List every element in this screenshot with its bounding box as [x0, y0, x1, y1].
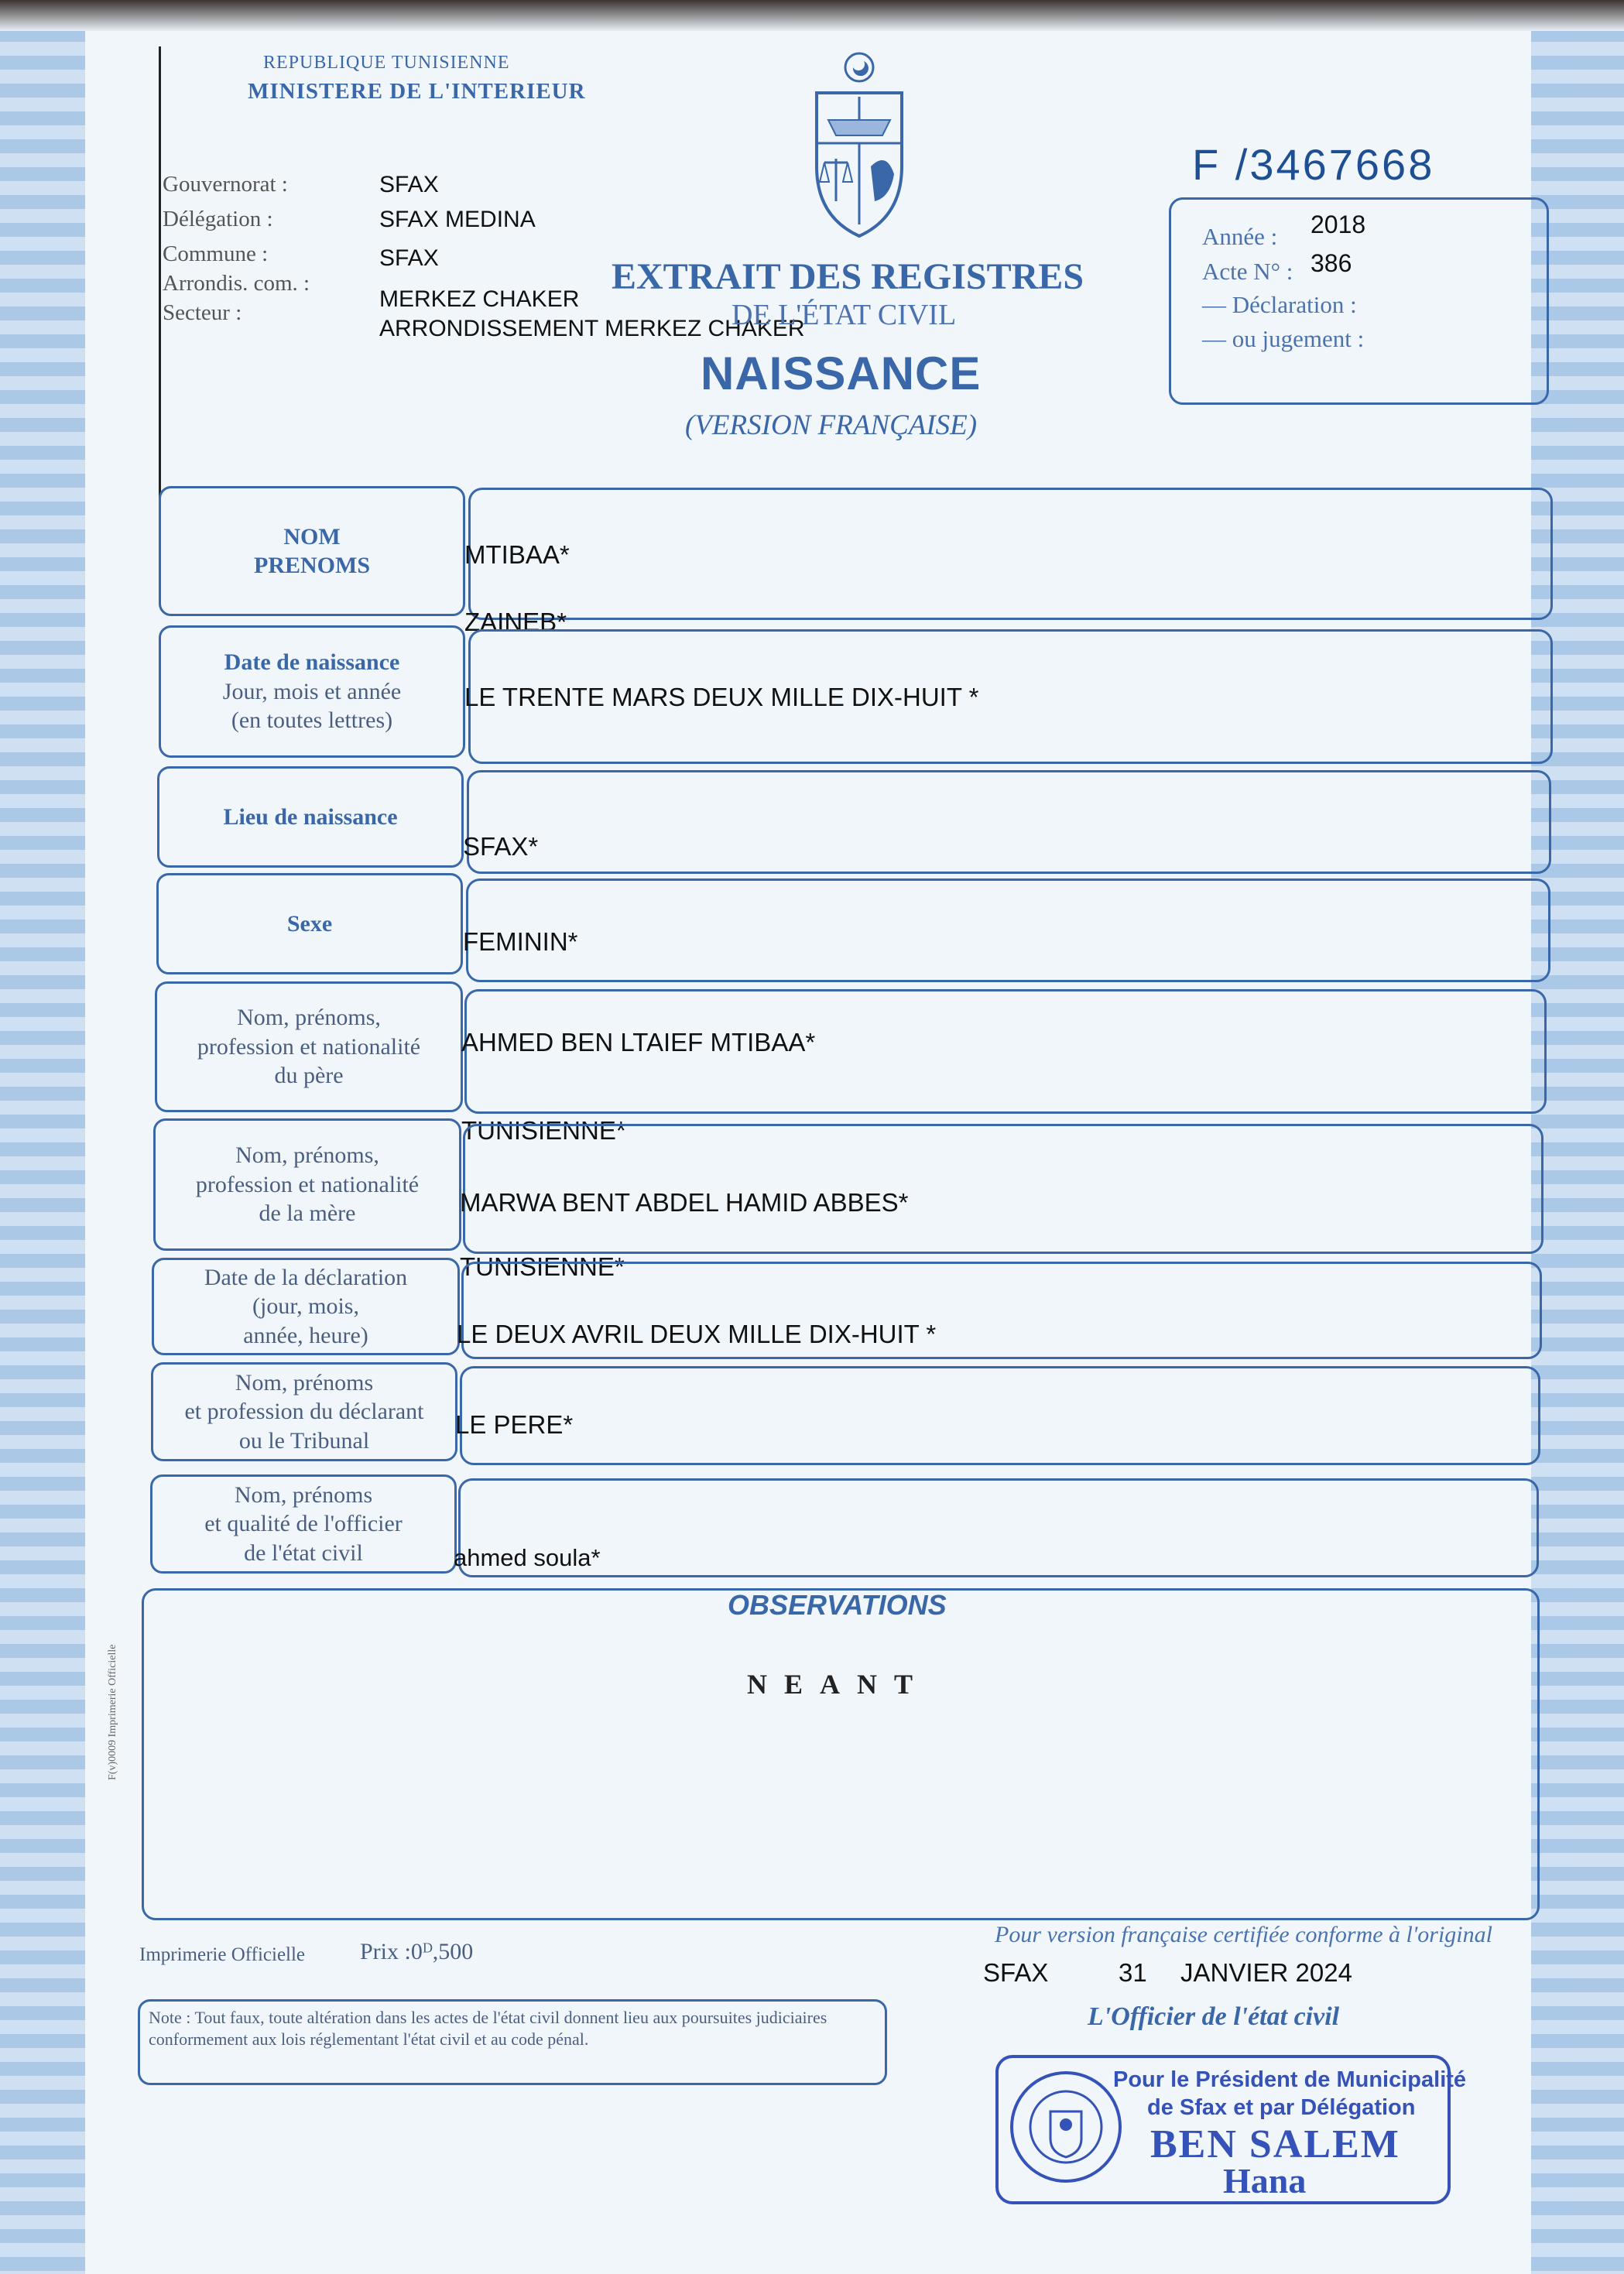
sexe-box — [466, 878, 1550, 982]
annee-label: Année : — [1202, 223, 1278, 250]
mere-label — [153, 1118, 461, 1251]
printer-code: F(v)0009 Imprimerie Officielle — [107, 1644, 118, 1780]
pere-label-1: Nom, prénoms, — [237, 1005, 381, 1031]
declaration-label-1: Date de la déclaration — [204, 1264, 408, 1290]
margin-rule — [159, 46, 161, 526]
nom-label: NOM — [283, 523, 341, 550]
imprimerie-label: Imprimerie Officielle — [139, 1944, 306, 1965]
lieu-naissance-title: Lieu de naissance — [223, 803, 398, 830]
officier-label-3: de l'état civil — [244, 1539, 363, 1566]
republic-heading: REPUBLIQUE TUNISIENNE — [263, 53, 510, 73]
municipal-seal-icon — [1008, 2069, 1124, 2185]
prenom-value: ZAINEB* — [464, 608, 567, 636]
declarant-label — [151, 1362, 457, 1461]
price: Prix :0ᴰ,500 — [360, 1939, 474, 1964]
date-naissance-sub2: (en toutes lettres) — [231, 707, 393, 734]
annee-value: 2018 — [1311, 211, 1366, 238]
nom-prenoms-box — [468, 488, 1553, 620]
pere-value: AHMED BEN LTAIEF MTIBAA* — [461, 1028, 816, 1057]
lieu-naissance-label — [157, 766, 464, 868]
sexe-value: FEMININ* — [463, 927, 578, 956]
stamp-first-name: Hana — [1223, 2161, 1307, 2200]
observations-title: OBSERVATIONS — [728, 1589, 947, 1621]
officier-signature-label: L'Officier de l'état civil — [1088, 2002, 1340, 2031]
pere-nationality: TUNISIENNE* — [461, 1116, 626, 1145]
officier-value: ahmed soula* — [454, 1544, 601, 1571]
declarant-label-1: Nom, prénoms — [235, 1369, 374, 1396]
delegation-value: SFAX MEDINA — [379, 207, 536, 232]
officier-label-1: Nom, prénoms — [234, 1481, 373, 1508]
stamp-line-1: Pour le Président de Municipalité — [1113, 2067, 1467, 2092]
secteur-label: Secteur : — [163, 300, 242, 325]
issue-month-year: JANVIER 2024 — [1180, 1958, 1352, 1987]
prenoms-label: PRENOMS — [254, 553, 370, 578]
mere-value: MARWA BENT ABDEL HAMID ABBES* — [460, 1188, 909, 1217]
acte-box — [1169, 197, 1549, 405]
declarant-box — [460, 1366, 1540, 1465]
declarant-value: LE PERE* — [455, 1410, 574, 1439]
nom-value: MTIBAA* — [464, 540, 570, 569]
issue-city: SFAX — [983, 1958, 1049, 1987]
nom-prenoms-label — [159, 486, 465, 616]
declaration-label: — Déclaration : — [1202, 291, 1357, 318]
declaration-label-3: année, heure) — [243, 1322, 368, 1348]
commune-label: Commune : — [163, 241, 269, 266]
mere-label-2: profession et nationalité — [195, 1171, 420, 1197]
declaration-label-2: (jour, mois, — [252, 1293, 359, 1320]
lieu-naissance-box — [467, 770, 1551, 874]
official-stamp — [995, 2055, 1467, 2204]
mere-nationality: TUNISIENNE* — [460, 1252, 625, 1281]
lieu-naissance-value: SFAX* — [463, 832, 539, 861]
officier-label — [150, 1474, 457, 1574]
ministry-heading: MINISTERE DE L'INTERIEUR — [248, 79, 586, 104]
pere-label-3: du père — [274, 1063, 344, 1089]
commune-value: SFAX — [379, 245, 439, 271]
certification-text: Pour version française certifiée conforme à l'original — [995, 1922, 1492, 1947]
arrondis-label: Arrondis. com. : — [163, 271, 310, 296]
date-naissance-sub1: Jour, mois et année — [222, 678, 402, 704]
gouvernorat-label: Gouvernorat : — [163, 172, 288, 197]
sexe-label — [156, 873, 463, 974]
document-reference: F /3467668 — [1192, 140, 1435, 189]
top-shadow — [0, 0, 1624, 31]
issue-day: 31 — [1119, 1958, 1147, 1987]
date-naissance-value: LE TRENTE MARS DEUX MILLE DIX-HUIT * — [464, 683, 979, 711]
left-guilloche-border — [0, 0, 85, 2274]
pere-label-2: profession et nationalité — [197, 1033, 421, 1060]
title-naissance: NAISSANCE — [701, 348, 982, 399]
observations-text: NEANT — [747, 1669, 930, 1700]
officier-label-2: et qualité de l'officier — [204, 1511, 403, 1537]
declaration-date-label — [152, 1258, 460, 1355]
jugement-label: — ou jugement : — [1202, 325, 1365, 352]
note-text: Note : Tout faux, toute altération dans les actes de l'état civil donnent lieu aux poursuites judiciaires conformement aux lois réglementant l'état civil et au code pénal. — [149, 2008, 827, 2049]
title-version: (VERSION FRANÇAISE) — [685, 409, 978, 441]
mere-label-3: de la mère — [259, 1200, 356, 1227]
stamp-line-2: de Sfax et par Délégation — [1147, 2095, 1416, 2120]
acte-number-value: 386 — [1311, 249, 1352, 277]
declaration-date-value: LE DEUX AVRIL DEUX MILLE DIX-HUIT * — [457, 1320, 937, 1348]
declarant-label-2: et profession du déclarant — [184, 1399, 424, 1425]
arrondis-value: MERKEZ CHAKER — [379, 286, 580, 312]
tunisia-emblem-icon — [797, 50, 921, 240]
acte-number-label: Acte N° : — [1202, 258, 1293, 285]
officier-box — [458, 1478, 1539, 1577]
date-naissance-title: Date de naissance — [224, 649, 400, 676]
title-extrait: EXTRAIT DES REGISTRES — [612, 256, 1084, 297]
gouvernorat-value: SFAX — [379, 172, 439, 197]
pere-label — [155, 981, 463, 1112]
secteur-value: ARRONDISSEMENT MERKEZ CHAKER — [379, 316, 805, 341]
title-etat-civil: DE L'ÉTAT CIVIL — [731, 299, 957, 331]
delegation-label: Délégation : — [163, 207, 273, 231]
date-naissance-label — [159, 625, 465, 758]
declarant-label-3: ou le Tribunal — [238, 1427, 370, 1454]
stamp-name: BEN SALEM — [1150, 2122, 1400, 2166]
observations-box — [142, 1588, 1540, 1920]
mere-label-1: Nom, prénoms, — [235, 1142, 379, 1169]
sexe-title: Sexe — [286, 910, 333, 937]
